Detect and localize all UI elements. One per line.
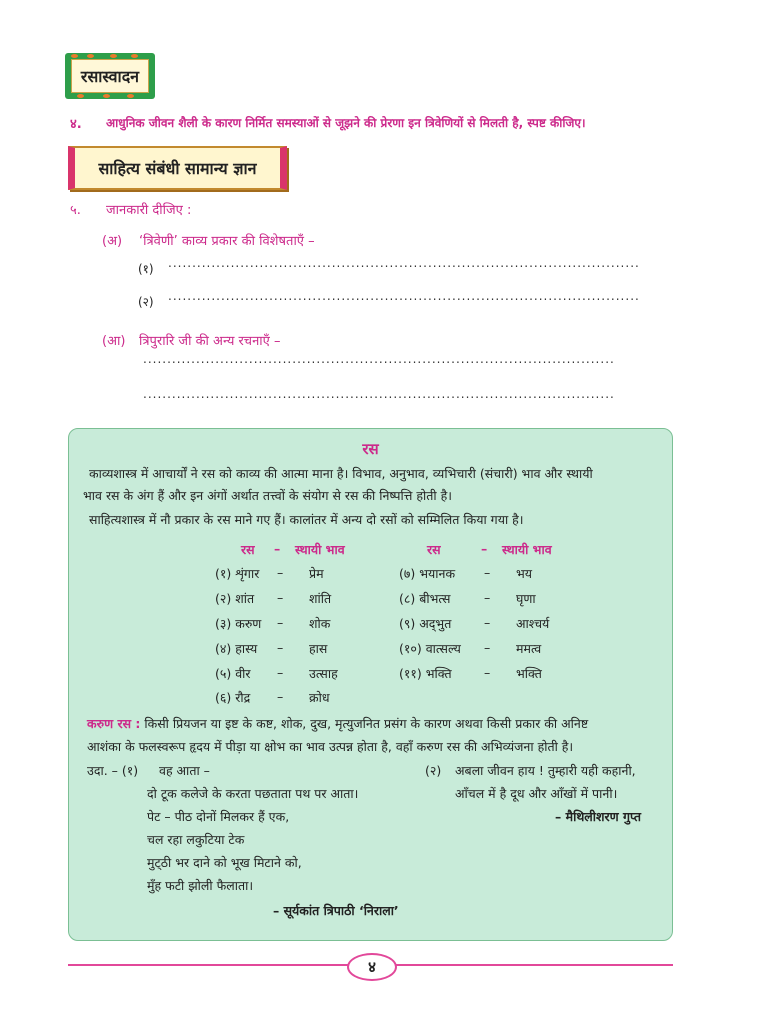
table-row-right-4-bhav: ममत्व bbox=[516, 641, 542, 656]
table-row-right-5-dash: – bbox=[484, 665, 491, 680]
table-row-right-2-bhav: घृणा bbox=[516, 591, 536, 606]
example-1-author: – सूर्यकांत त्रिपाठी ‘निराला’ bbox=[273, 903, 399, 918]
table-header-dash-left: – bbox=[274, 541, 281, 556]
table-row-left-2-dash: – bbox=[277, 590, 284, 605]
table-header-bhav-right: स्थायी भाव bbox=[502, 542, 552, 557]
table-header-ras-right: रस bbox=[427, 542, 441, 557]
blank-line-1[interactable]: .................................................................................................. bbox=[168, 256, 640, 270]
ras-info-box bbox=[68, 428, 673, 941]
table-row-left-6-dash: – bbox=[277, 689, 284, 704]
leaf-decoration bbox=[127, 94, 134, 98]
karun-ras-label: करुण रस : bbox=[87, 716, 141, 731]
section-banner-general-knowledge: साहित्य संबंधी सामान्य ज्ञान bbox=[68, 146, 287, 190]
blank-line-4[interactable]: .................................................................................................. bbox=[143, 387, 615, 401]
question-4-text: आधुनिक जीवन शैली के कारण निर्मित समस्याओं से जूझने की प्रेरणा इन त्रिवेणियों से मिलती है, स्पष्ट कीजिए। bbox=[106, 116, 586, 130]
leaf-decoration bbox=[87, 54, 94, 58]
table-row-left-3-dash: – bbox=[277, 615, 284, 630]
table-row-right-1-ras: (७) भयानक bbox=[399, 566, 456, 581]
subq-aa-label: (आ) bbox=[102, 334, 126, 349]
table-row-right-1-bhav: भय bbox=[516, 566, 533, 581]
leaf-decoration bbox=[131, 54, 138, 58]
blank-line-3[interactable]: .................................................................................................. bbox=[143, 352, 615, 366]
leaf-decoration bbox=[71, 54, 78, 58]
table-row-left-6-ras: (६) रौद्र bbox=[215, 690, 251, 705]
table-row-right-4-ras: (१०) वात्सल्य bbox=[399, 641, 461, 656]
example-2-line-1: अबला जीवन हाय ! तुम्हारी यही कहानी, bbox=[455, 763, 636, 778]
subq-a-text: ‘त्रिवेणी’ काव्य प्रकार की विशेषताएँ – bbox=[139, 234, 315, 249]
blank-line-2[interactable]: .................................................................................................. bbox=[168, 289, 640, 303]
table-row-right-3-bhav: आश्चर्य bbox=[516, 616, 550, 631]
leaf-decoration bbox=[77, 94, 84, 98]
table-row-left-4-ras: (४) हास्य bbox=[215, 641, 258, 656]
blank-2-label: (२) bbox=[138, 295, 154, 309]
table-row-left-4-bhav: हास bbox=[309, 641, 328, 656]
leaf-decoration bbox=[103, 94, 110, 98]
table-row-left-1-dash: – bbox=[277, 565, 284, 580]
karun-ras-text-1: किसी प्रियजन या इष्ट के कष्ट, शोक, दुख, मृत्युजनित प्रसंग के कारण अथवा किसी प्रकार की अनिष्ट bbox=[144, 716, 589, 731]
blank-1-label: (१) bbox=[138, 262, 154, 276]
example-1-line-2: दो टूक कलेजे के करता पछताता पथ पर आता। bbox=[147, 786, 359, 801]
table-row-left-1-bhav: प्रेम bbox=[309, 566, 324, 581]
subq-aa-text: त्रिपुरारि जी की अन्य रचनाएँ – bbox=[139, 334, 281, 349]
karun-ras-line-2: आशंका के फलस्वरूप हृदय में पीड़ा या क्षोभ का भाव उत्पन्न होता है, वहाँ करुण रस की अभिव्यंजना होती है। bbox=[87, 739, 574, 754]
question-5-text: जानकारी दीजिए : bbox=[106, 203, 192, 218]
example-1-line-4: चल रहा लकुटिया टेक bbox=[147, 832, 245, 847]
table-header-ras-left: रस bbox=[241, 542, 255, 557]
table-row-left-2-ras: (२) शांत bbox=[215, 591, 255, 606]
ras-title: रस bbox=[362, 440, 379, 458]
table-row-left-4-dash: – bbox=[277, 640, 284, 655]
banner-title: रसास्वादन bbox=[71, 59, 149, 93]
karun-ras-line-1 bbox=[87, 713, 588, 735]
example-2-line-2: आँचल में है दूध और आँखों में पानी। bbox=[455, 786, 618, 801]
table-row-right-3-dash: – bbox=[484, 615, 491, 630]
table-row-right-5-bhav: भक्ति bbox=[516, 666, 542, 681]
example-2-number: (२) bbox=[425, 763, 442, 778]
table-row-left-2-bhav: शांति bbox=[309, 591, 332, 606]
section-banner-rasaswadan bbox=[65, 53, 155, 99]
table-row-right-3-ras: (९) अद्‌भुत bbox=[399, 616, 452, 631]
subq-a-label: (अ) bbox=[102, 234, 123, 249]
example-1-line-6: मुँह फटी झोली फैलाता। bbox=[147, 878, 254, 893]
table-row-right-2-dash: – bbox=[484, 590, 491, 605]
leaf-decoration bbox=[110, 54, 117, 58]
question-number-4: ४. bbox=[70, 117, 82, 132]
table-row-left-5-ras: (५) वीर bbox=[215, 666, 251, 681]
table-row-left-3-ras: (३) करुण bbox=[215, 616, 262, 631]
example-label: उदा. – (१) bbox=[87, 763, 139, 778]
table-header-bhav-left: स्थायी भाव bbox=[295, 542, 345, 557]
example-1-line-5: मुट्‌ठी भर दाने को भूख मिटाने को, bbox=[147, 855, 302, 870]
table-row-left-1-ras: (१) शृंगार bbox=[215, 566, 260, 581]
ras-paragraph-2: साहित्यशास्त्र में नौ प्रकार के रस माने गए हैं। कालांतर में अन्य दो रसों को सम्मिलित किया गया है। bbox=[89, 512, 524, 527]
table-row-right-1-dash: – bbox=[484, 565, 491, 580]
table-row-left-3-bhav: शोक bbox=[309, 616, 331, 631]
table-row-left-5-dash: – bbox=[277, 665, 284, 680]
footer-line-right bbox=[393, 964, 673, 966]
table-header-dash-right: – bbox=[481, 541, 488, 556]
example-1-line-1: वह आता – bbox=[159, 763, 210, 778]
ras-paragraph-1-line-1: काव्यशास्त्र में आचार्यों ने रस को काव्य की आत्मा माना है। विभाव, अनुभाव, व्यभिचारी (संचारी) भाव और स्थायी bbox=[89, 466, 593, 481]
footer-line-left bbox=[68, 964, 348, 966]
table-row-right-2-ras: (८) बीभत्स bbox=[399, 591, 451, 606]
table-row-left-6-bhav: क्रोध bbox=[309, 690, 330, 705]
example-2-author: – मैथिलीशरण गुप्त bbox=[555, 809, 642, 824]
question-number-5: ५. bbox=[70, 203, 81, 218]
ras-paragraph-1-line-2: भाव रस के अंग हैं और इन अंगों अर्थात तत्त्वों के संयोग से रस की निष्पत्ति होती है। bbox=[83, 488, 452, 503]
table-row-left-5-bhav: उत्साह bbox=[309, 666, 338, 681]
table-row-right-5-ras: (११) भक्ति bbox=[399, 666, 452, 681]
page-number: ४ bbox=[347, 953, 397, 981]
table-row-right-4-dash: – bbox=[484, 640, 491, 655]
example-1-line-3: पेट – पीठ दोनों मिलकर हैं एक, bbox=[147, 809, 290, 824]
